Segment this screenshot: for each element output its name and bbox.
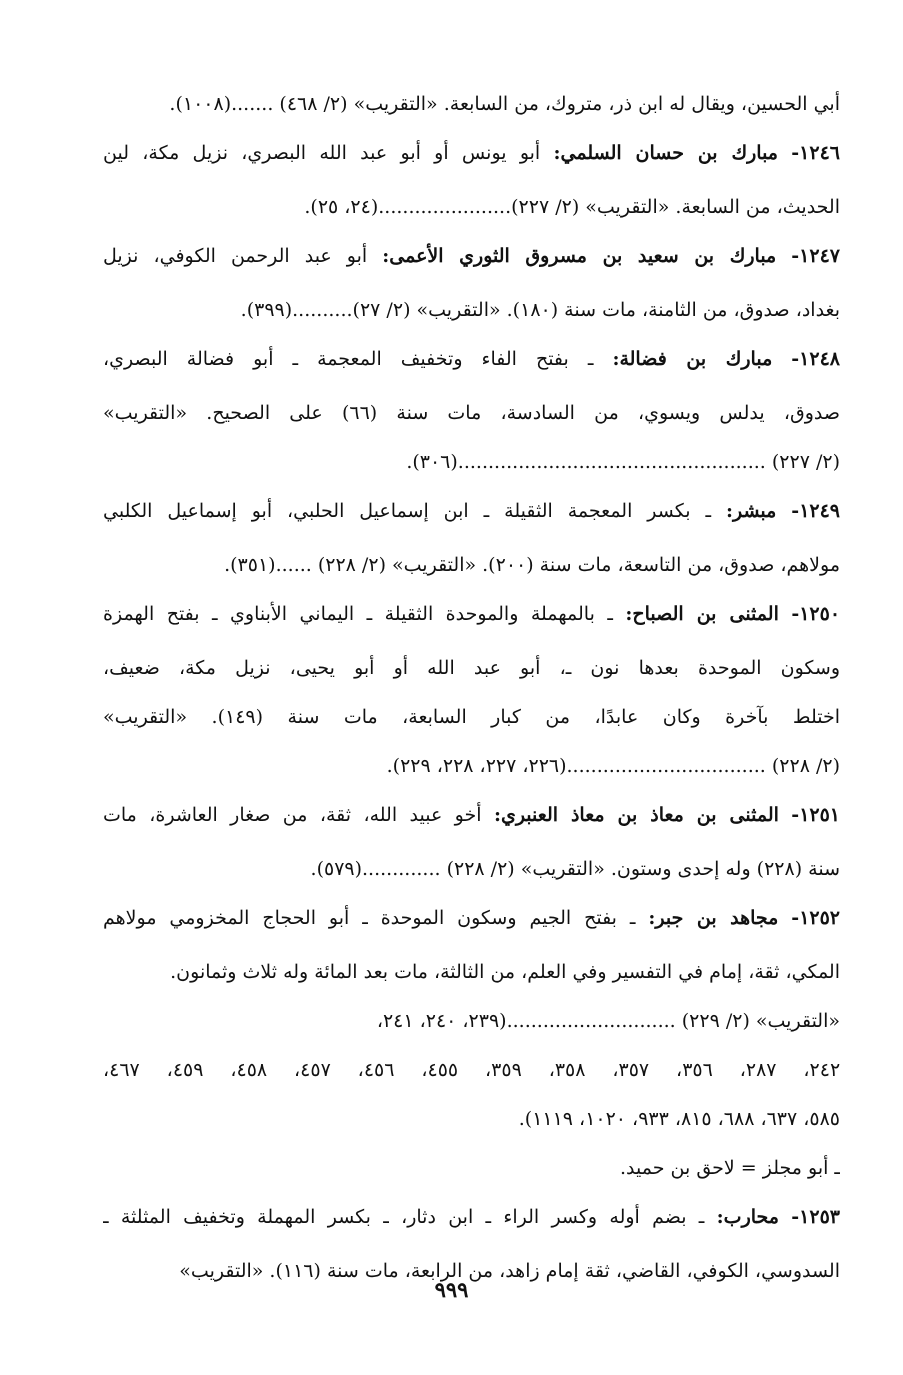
entry-1251-line-1 [103, 797, 840, 851]
entry-1246-line-2 [103, 189, 840, 238]
entry-text: مولاهم، صدوق، من التاسعة، مات سنة (٢٠٠). «التقريب» (٢/ ٢٢٨) ......(٣٥١). [224, 554, 840, 576]
entry-number: ١٢٤٨- [791, 348, 840, 370]
entry-1251-line-2 [103, 851, 840, 900]
entry-text: أبي الحسين، ويقال له ابن ذر، متروك، من السابعة. «التقريب» (٢/ ٤٦٨) .......(١٠٠٨). [169, 93, 840, 115]
entry-1252-line-3 [103, 1003, 840, 1052]
entry-text: الحديث، من السابعة. «التقريب» (٢/ ٢٢٧)......................(٢٤، ٢٥). [304, 196, 840, 218]
entry-text: أبو عبد الرحمن الكوفي، نزيل [103, 245, 368, 267]
entry-text: وسكون الموحدة بعدها نون ـ، أبو عبد الله أو أبو يحيى، نزيل مكة، ضعيف، [103, 657, 840, 679]
entry-text: المكي، ثقة، إمام في التفسير وفي العلم، من الثالثة، مات بعد المائة وله ثلاث وثمانون. [170, 961, 840, 983]
entry-text: أخو عبيد الله، ثقة، من صغار العاشرة، مات [103, 804, 482, 826]
entry-1252-line-4 [103, 1052, 840, 1101]
entry-text: (٢/ ٢٢٨) .................................(٢٢٦، ٢٢٧، ٢٢٨، ٢٢٩). [386, 755, 840, 777]
cross-reference-line [103, 1150, 840, 1199]
entry-number: ١٢٥٣- [791, 1206, 840, 1228]
entry-1248-line-2 [103, 395, 840, 444]
entry-1250-line-4 [103, 748, 840, 797]
entry-text: (٢/ ٢٢٧) ...................................................(٣٠٦). [406, 451, 840, 473]
entry-1248-line-1 [103, 341, 840, 395]
entry-1250-line-1 [103, 596, 840, 650]
entry-text: ـ بفتح الفاء وتخفيف المعجمة ـ أبو فضالة البصري، [103, 348, 594, 370]
entry-text: ـ بضم أوله وكسر الراء ـ ابن دثار، ـ بكسر المهملة وتخفيف المثلثة ـ [103, 1206, 705, 1228]
entry-text: سنة (٢٢٨) وله إحدى وستون. «التقريب» (٢/ ٢٢٨) .............(٥٧٩). [310, 858, 840, 880]
entry-text: صدوق، يدلس ويسوي، من السادسة، مات سنة (٦٦) على الصحيح. «التقريب» [103, 402, 840, 424]
book-page [103, 86, 840, 1302]
narrator-name: المثنى بن الصباح: [625, 603, 779, 625]
entry-1252-line-5 [103, 1101, 840, 1150]
entry-text: ـ بالمهملة والموحدة الثقيلة ـ اليماني الأبناوي ـ بفتح الهمزة [103, 603, 613, 625]
entry-text: ٥٨٥، ٦٣٧، ٦٨٨، ٨١٥، ٩٣٣، ١٠٢٠، ١١١٩). [518, 1108, 840, 1130]
entry-text: بغداد، صدوق، من الثامنة، مات سنة (١٨٠). «التقريب» (٢/ ٢٧)..........(٣٩٩). [240, 299, 840, 321]
entry-1253-line-1 [103, 1199, 840, 1253]
entry-text: ـ بفتح الجيم وسكون الموحدة ـ أبو الحجاج المخزومي مولاهم [103, 907, 636, 929]
entry-1250-line-2 [103, 650, 840, 699]
entry-number: ١٢٤٩- [791, 500, 840, 522]
entry-number: ١٢٤٧- [791, 245, 840, 267]
entry-number: ١٢٥٢- [791, 907, 840, 929]
entry-1247-line-2 [103, 292, 840, 341]
entry-1247-line-1 [103, 238, 840, 292]
entry-1246-line-1 [103, 135, 840, 189]
entry-1252-line-2 [103, 954, 840, 1003]
narrator-name: محارب: [716, 1206, 779, 1228]
entry-1249-line-1 [103, 493, 840, 547]
entry-1249-line-2 [103, 547, 840, 596]
entry-text: اختلط بآخرة وكان عابدًا، من كبار السابعة، مات سنة (١٤٩). «التقريب» [103, 706, 840, 728]
narrator-name: مبشر: [725, 500, 777, 522]
narrator-name: مجاهد بن جبر: [648, 907, 779, 929]
entry-text: ٢٤٢، ٢٨٧، ٣٥٦، ٣٥٧، ٣٥٨، ٣٥٩، ٤٥٥، ٤٥٦، ٤٥٧، ٤٥٨، ٤٥٩، ٤٦٧، [103, 1059, 840, 1081]
entry-continuation-line [103, 86, 840, 135]
narrator-name: مبارك بن حسان السلمي: [553, 142, 778, 164]
entry-number: ١٢٥١- [791, 804, 840, 826]
entry-1248-line-3 [103, 444, 840, 493]
entry-number: ١٢٥٠- [791, 603, 840, 625]
entry-text: «التقريب» (٢/ ٢٢٩) ............................(٢٣٩، ٢٤٠، ٢٤١، [376, 1010, 840, 1032]
entry-text: ـ بكسر المعجمة الثقيلة ـ ابن إسماعيل الحلبي، أبو إسماعيل الكلبي [103, 500, 712, 522]
entry-1252-line-1 [103, 900, 840, 954]
entry-text: أبو يونس أو أبو عبد الله البصري، نزيل مكة، لين [103, 142, 541, 164]
narrator-name: مبارك بن سعيد بن مسروق الثوري الأعمى: [382, 245, 777, 267]
entry-number: ١٢٤٦- [791, 142, 840, 164]
entry-text: ـ أبو مجلز = لاحق بن حميد. [620, 1157, 840, 1179]
narrator-name: مبارك بن فضالة: [612, 348, 773, 370]
entry-text: السدوسي، الكوفي، القاضي، ثقة إمام زاهد، من الرابعة، مات سنة (١١٦). «التقريب» [179, 1260, 840, 1282]
page-number: ٩٩٩ [434, 1277, 469, 1302]
entry-1250-line-3 [103, 699, 840, 748]
narrator-name: المثنى بن معاذ بن معاذ العنبري: [493, 804, 779, 826]
